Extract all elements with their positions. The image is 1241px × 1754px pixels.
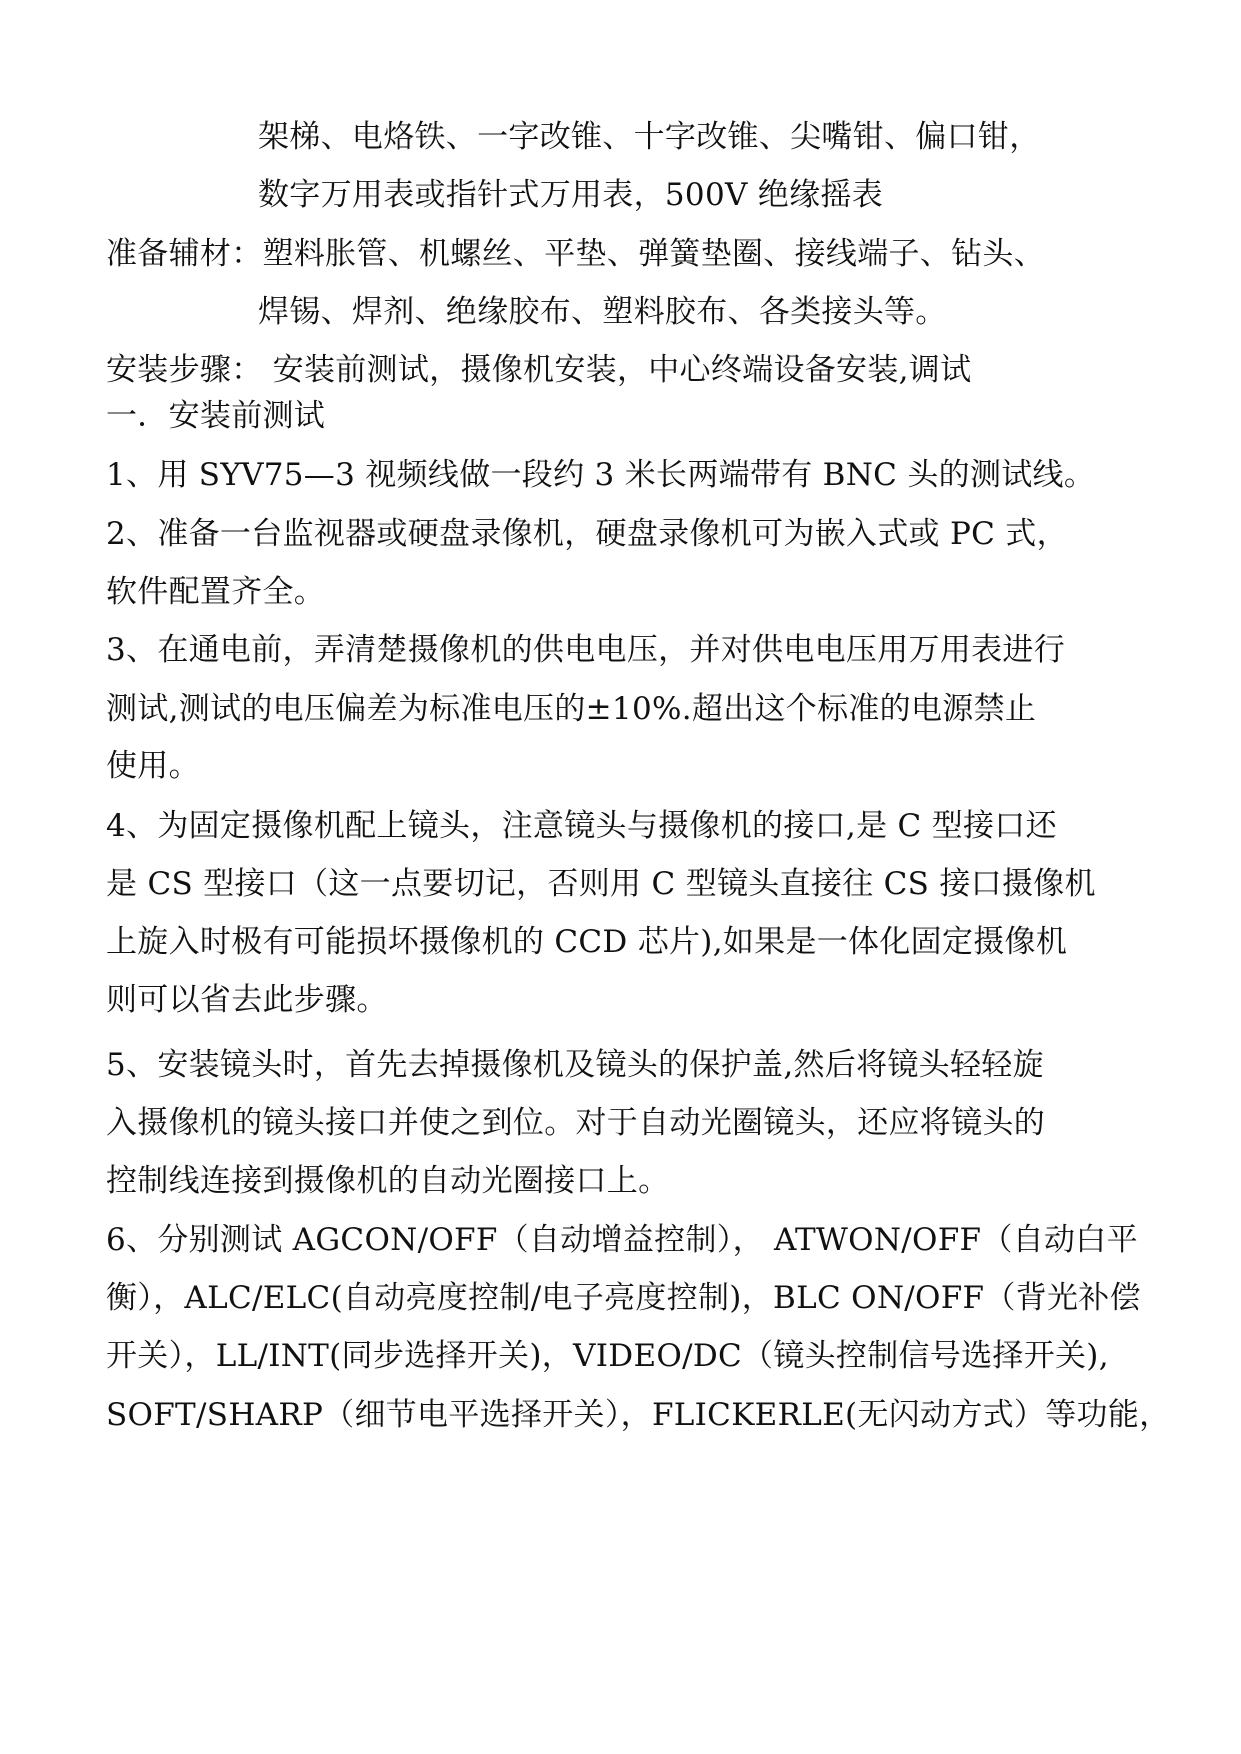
step-2-line-1: 2、准备一台监视器或硬盘录像机，硬盘录像机可为嵌入式或 PC 式， [106,516,1068,552]
step-6-line-4: SOFT/SHARP（细节电平选择开关），FLICKERLE(无闪动方式）等功能， [106,1397,1171,1433]
step-5-line-2: 入摄像机的镜头接口并使之到位。对于自动光圈镜头，还应将镜头的 [106,1105,1045,1141]
tools-line-2: 数字万用表或指针式万用表，500V 绝缘摇表 [258,177,884,213]
step-4-line-1: 4、为固定摄像机配上镜头，注意镜头与摄像机的接口,是 C 型接口还 [106,808,1057,844]
step-1-line-1: 1、用 SYV75—3 视频线做一段约 3 米长两端带有 BNC 头的测试线。 [106,457,1096,493]
step-5-line-1: 5、安装镜头时，首先去掉摄像机及镜头的保护盖,然后将镜头轻轻旋 [106,1047,1044,1083]
step-3-line-3: 使用。 [106,748,200,784]
materials-line-2: 焊锡、焊剂、绝缘胶布、塑料胶布、各类接头等。 [258,294,947,330]
step-3-line-1: 3、在通电前，弄清楚摄像机的供电电压，并对供电电压用万用表进行 [106,632,1066,668]
step-6-line-3: 开关），LL/INT(同步选择开关)，VIDEO/DC（镜头控制信号选择开关), [106,1338,1109,1374]
step-5-line-3: 控制线连接到摄像机的自动光圈接口上。 [106,1163,670,1199]
install-steps-line: 安装步骤： 安装前测试，摄像机安装，中心终端设备安装,调试 [106,352,972,388]
materials-line-1: 准备辅材：塑料胀管、机螺丝、平垫、弹簧垫圈、接线端子、钻头、 [106,236,1045,272]
step-6-line-1: 6、分别测试 AGCON/OFF（自动增益控制）， ATWON/OFF（自动白平 [106,1222,1138,1258]
step-4-line-4: 则可以省去此步骤。 [106,982,388,1018]
tools-line-1: 架梯、电烙铁、一字改锥、十字改锥、尖嘴钳、偏口钳， [258,119,1041,155]
step-4-line-2: 是 CS 型接口（这一点要切记，否则用 C 型镜头直接往 CS 接口摄像机 [106,866,1096,902]
step-4-line-3: 上旋入时极有可能损坏摄像机的 CCD 芯片),如果是一体化固定摄像机 [106,924,1068,960]
section-heading: 一．安装前测试 [106,398,326,434]
step-2-line-2: 软件配置齐全。 [106,574,326,610]
step-6-line-2: 衡），ALC/ELC(自动亮度控制/电子亮度控制)，BLC ON/OFF（背光补偿 [106,1280,1141,1316]
step-3-line-2: 测试,测试的电压偏差为标准电压的±10%.超出这个标准的电源禁止 [106,691,1037,727]
